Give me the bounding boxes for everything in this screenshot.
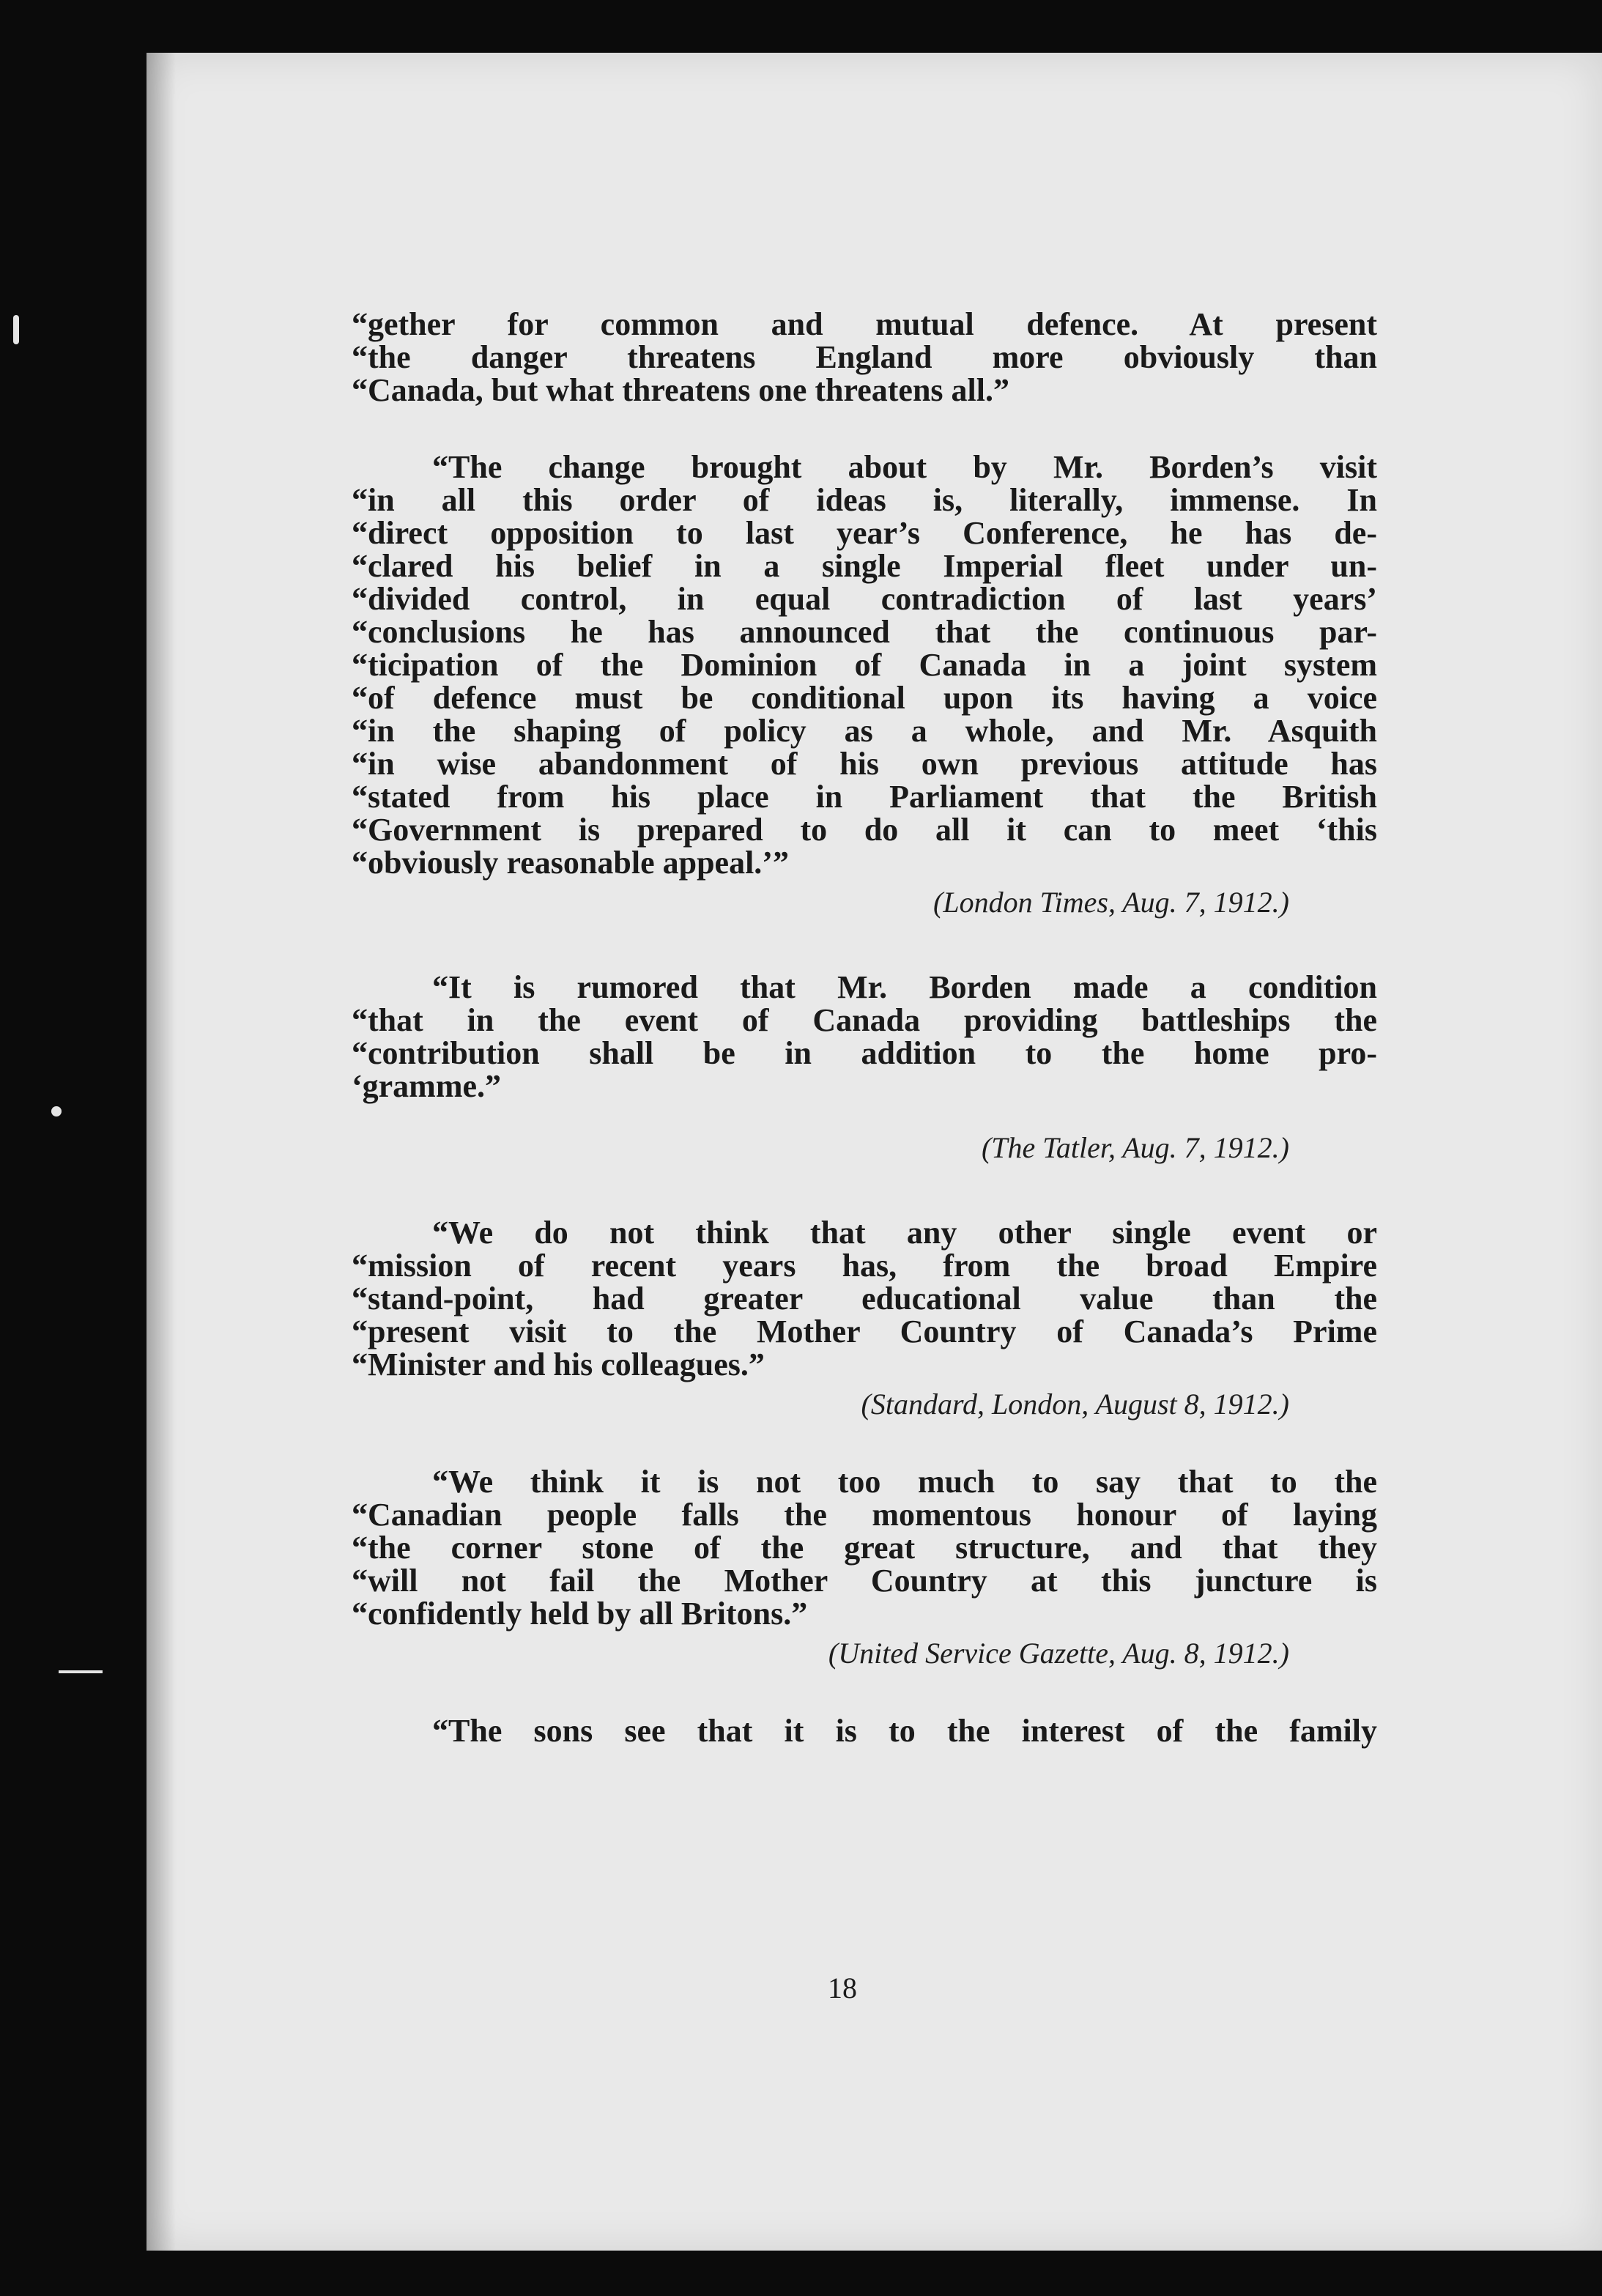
text-line: “gether for common and mutual defence. At present [352,306,1377,342]
text-line: “We do not think that any other single event or [432,1215,1377,1251]
text-line: “clared his belief in a single Imperial fleet under un- [352,548,1377,584]
text-line: “in the shaping of policy as a whole, and Mr. Asquith [352,713,1377,749]
text-line: “conclusions he has announced that the continuous par- [352,614,1377,650]
text-line: “stated from his place in Parliament that the British [352,779,1377,815]
text-line: “of defence must be conditional upon its having a voice [352,680,1377,716]
text-line: “It is rumored that Mr. Borden made a condition [432,969,1377,1005]
citation-united-service-gazette: (United Service Gazette, Aug. 8, 1912.) [828,1637,1289,1670]
text-line: “Minister and his colleagues.” [352,1347,765,1382]
citation-standard: (Standard, London, August 8, 1912.) [861,1388,1289,1421]
paragraph-5 [352,1465,1377,1630]
text-line: “contribution shall be in addition to the home pro- [352,1035,1377,1071]
text-line: “Canadian people falls the momentous honour of laying [352,1497,1377,1533]
scan-mark [13,315,19,344]
paragraph-4 [352,1216,1377,1381]
text-line: “ticipation of the Dominion of Canada in a joint system [352,647,1377,683]
page-gutter-shadow [147,53,176,2251]
text-line: “in all this order of ideas is, literally, immense. In [352,482,1377,518]
text-line: “mission of recent years has, from the broad Empire [352,1248,1377,1284]
text-line: “that in the event of Canada providing battleships the [352,1002,1377,1038]
text-line: “divided control, in equal contradiction of last years’ [352,581,1377,617]
text-line: “confidently held by all Britons.” [352,1596,808,1632]
page-number: 18 [828,1971,857,2004]
text-line: “the danger threatens England more obviously than [352,339,1377,375]
paragraph-6 [352,1714,1377,1747]
text-line: “direct opposition to last year’s Conference, he has de- [352,515,1377,551]
text-line: “We think it is not too much to say that to the [432,1464,1377,1500]
text-line: “Government is prepared to do all it can to meet ‘this [352,812,1377,848]
text-line: “Canada, but what threatens one threatens all.” [352,372,1009,408]
text-line: “present visit to the Mother Country of Canada’s Prime [352,1314,1377,1349]
scan-mark [51,1106,62,1116]
text-line: “will not fail the Mother Country at this juncture is [352,1563,1377,1599]
text-line: “the corner stone of the great structure, and that they [352,1530,1377,1566]
text-line: “in wise abandonment of his own previous attitude has [352,746,1377,782]
citation-london-times: (London Times, Aug. 7, 1912.) [933,886,1289,919]
page-text [352,308,1377,1747]
scan-mark [59,1670,103,1673]
text-line: “The change brought about by Mr. Borden’s visit [432,449,1377,485]
text-line: “obviously reasonable appeal.’” [352,845,789,881]
text-line: “The sons see that it is to the interest of the family [432,1713,1377,1749]
paragraph-3 [352,971,1377,1103]
text-line: ‘gramme.” [352,1068,502,1104]
paragraph-2 [352,451,1377,879]
text-line: “stand-point, had greater educational value than the [352,1281,1377,1317]
citation-tatler: (The Tatler, Aug. 7, 1912.) [981,1131,1289,1164]
paragraph-1 [352,308,1377,407]
